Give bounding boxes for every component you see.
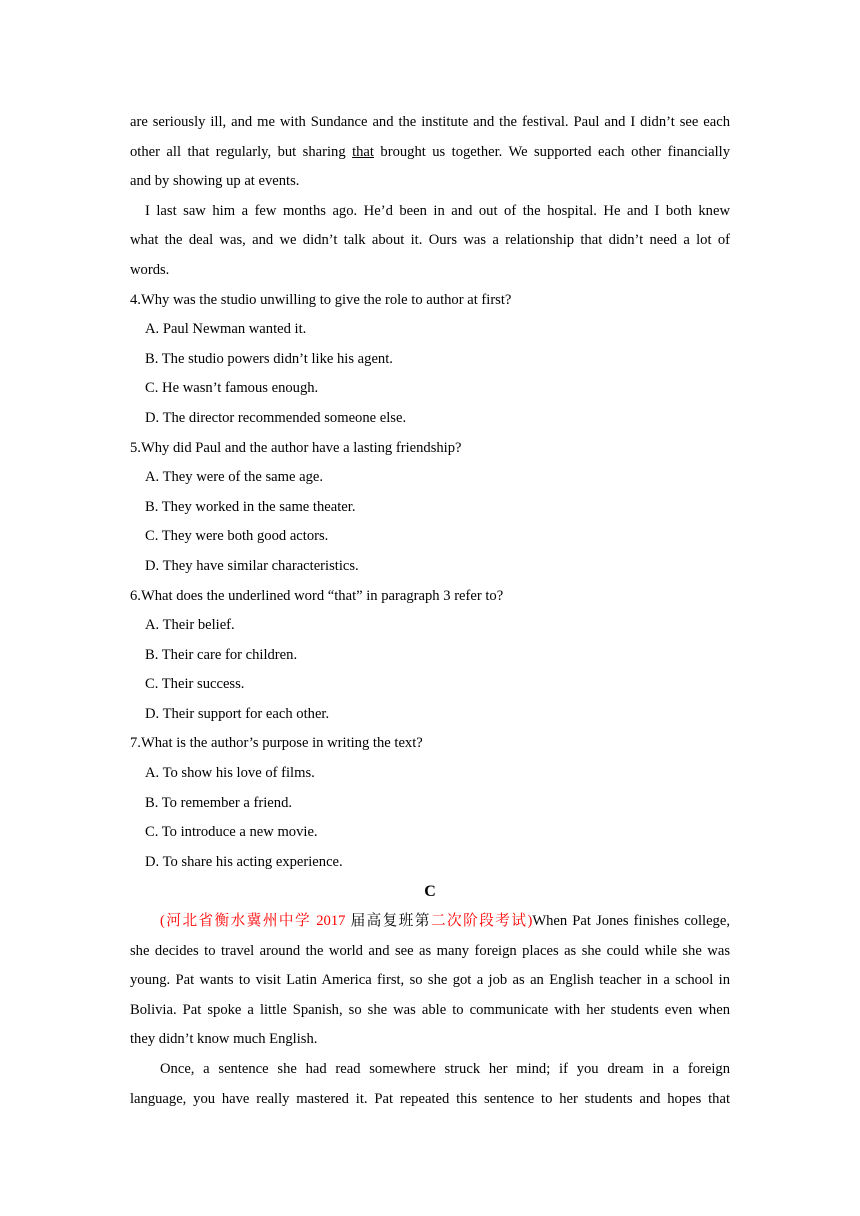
passage-c-line	[130, 907, 730, 937]
document-page	[130, 108, 730, 1114]
answer-option: C. To introduce a new movie.	[145, 824, 318, 841]
source-class: 届高复班第	[350, 913, 431, 930]
answer-option: D. To share his acting experience.	[145, 853, 343, 870]
section-heading: C	[424, 883, 436, 901]
question-stem: 6.What does the underlined word “that” in paragraph 3 refer to?	[130, 587, 504, 604]
source-exam: 二次阶段考试	[430, 913, 528, 930]
answer-option: B. To remember a friend.	[145, 794, 293, 811]
answer-option: C. They were both good actors.	[145, 528, 329, 545]
answer-option: A. Paul Newman wanted it.	[145, 321, 307, 338]
passage-c-line: they didn’t know much English.	[130, 1031, 318, 1048]
passage-c-line: Bolivia. Pat spoke a little Spanish, so she was able to communicate with her students even when	[130, 1001, 730, 1018]
answer-option: A. Their belief.	[145, 617, 235, 634]
passage-c-line: Once, a sentence she had read somewhere struck her mind; if you dream in a foreign	[160, 1061, 730, 1077]
question-stem: 7.What is the author’s purpose in writing the text?	[130, 735, 423, 752]
passage-c-line: she decides to travel around the world and see as many foreign places as she could while she was	[130, 942, 730, 959]
question-stem: 4.Why was the studio unwilling to give the role to author at first?	[130, 291, 512, 308]
answer-option: D. The director recommended someone else.	[145, 409, 407, 426]
answer-option: B. The studio powers didn’t like his agent.	[145, 350, 393, 367]
text-segment: When Pat Jones finishes college,	[532, 913, 730, 930]
answer-option: B. Their care for children.	[145, 646, 298, 663]
passage-b-line: what the deal was, and we didn’t talk about it. Ours was a relationship that didn’t need a lot of	[130, 232, 730, 249]
question-stem: 5.Why did Paul and the author have a lasting friendship?	[130, 439, 462, 456]
passage-b-line: words.	[130, 261, 170, 278]
text-segment: other all that regularly, but sharing	[130, 143, 353, 160]
passage-c-line: young. Pat wants to visit Latin America first, so she got a job as an English teacher in a school in	[130, 972, 730, 989]
source-paren-close: )	[527, 913, 533, 930]
passage-c-line: language, you have really mastered it. Pat repeated this sentence to her students and hopes that	[130, 1090, 730, 1107]
source-school: 河北省衡水冀州中学	[164, 913, 312, 930]
answer-option: B. They worked in the same theater.	[145, 498, 356, 515]
answer-option: D. Their support for each other.	[145, 705, 330, 722]
answer-option: C. He wasn’t famous enough.	[145, 380, 319, 397]
answer-option: A. They were of the same age.	[145, 469, 324, 486]
answer-option: D. They have similar characteristics.	[145, 557, 359, 574]
passage-b-line: are seriously ill, and me with Sundance and the institute and the festival. Paul and I didn’t see each	[130, 114, 730, 130]
passage-b-line: and by showing up at events.	[130, 173, 300, 190]
passage-b-line: I last saw him a few months ago. He’d been in and out of the hospital. He and I both knew	[145, 202, 730, 219]
passage-b-line	[130, 138, 730, 168]
source-paren-open: (	[160, 913, 165, 930]
text-segment: brought us together. We supported each other financially	[373, 143, 730, 160]
answer-option: A. To show his love of films.	[145, 765, 315, 782]
underlined-word-that: that	[352, 143, 374, 160]
answer-option: C. Their success.	[145, 676, 245, 693]
source-year: 2017	[311, 913, 351, 930]
